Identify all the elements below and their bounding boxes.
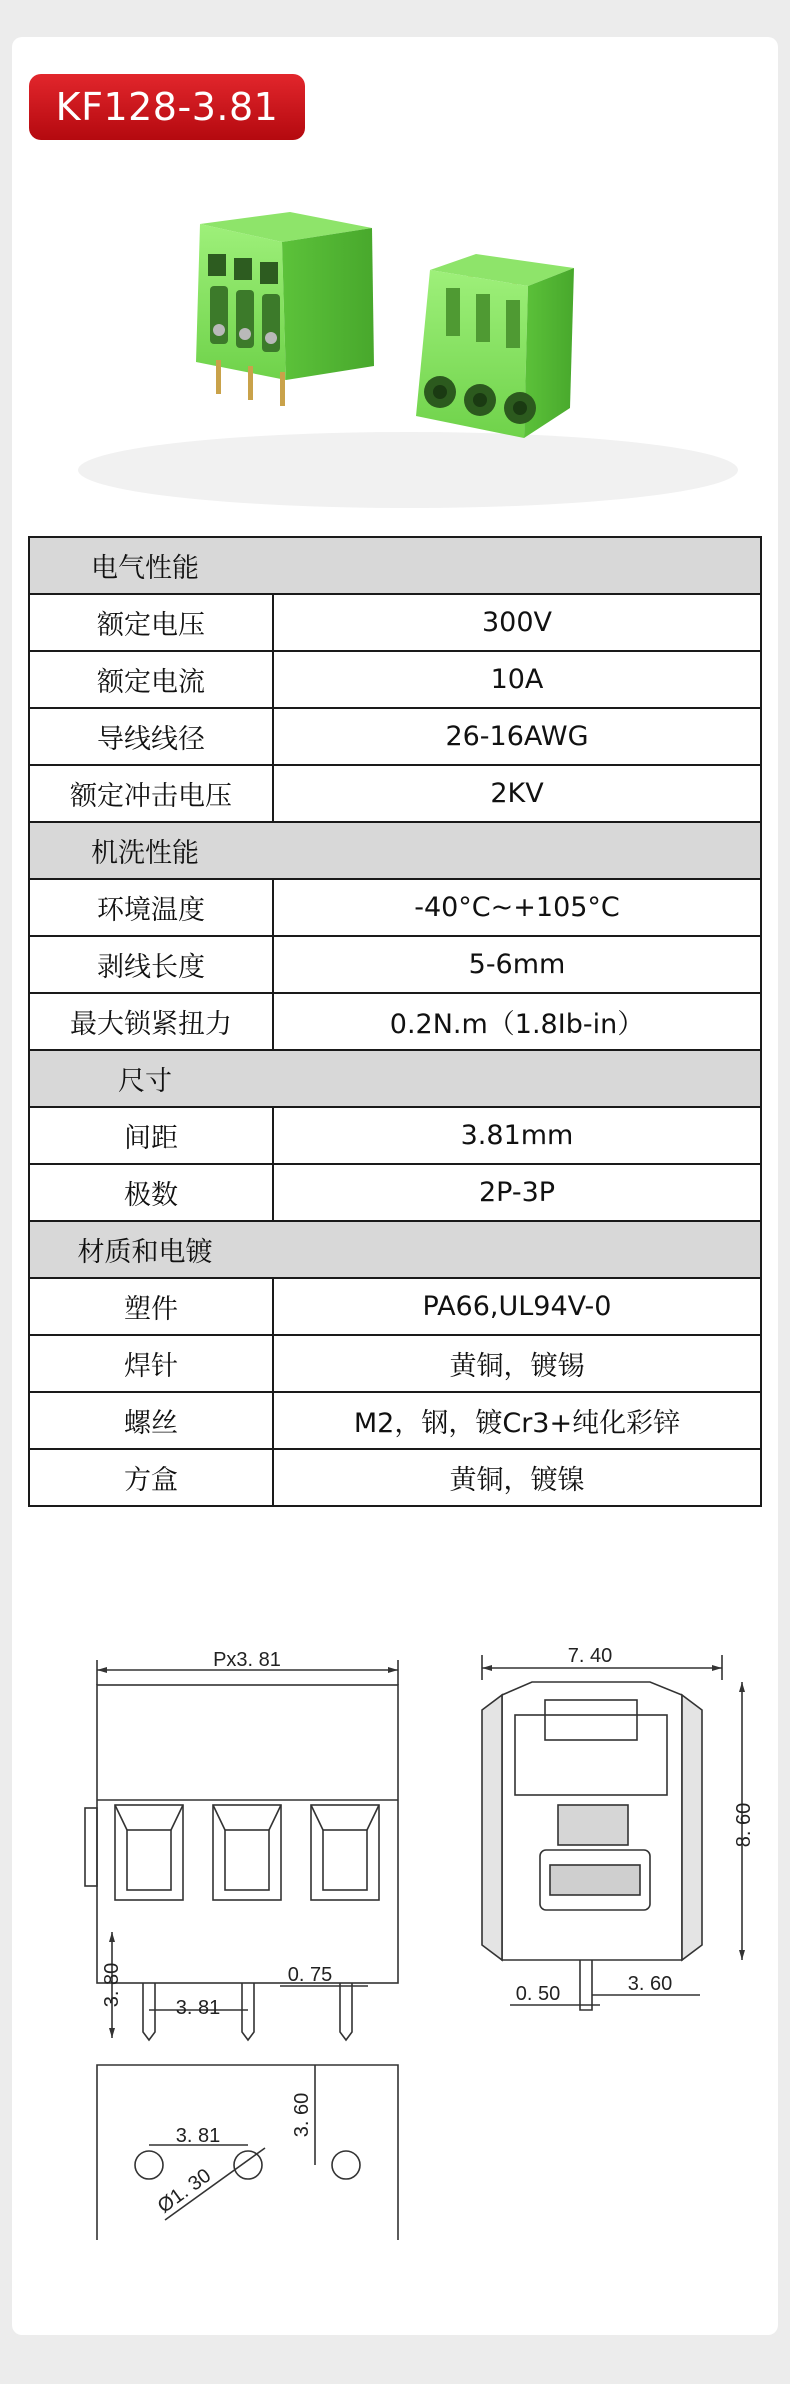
table-row: [29, 1164, 761, 1221]
spec-value: -40°C~+105°C: [273, 879, 761, 936]
side-view: [482, 1645, 755, 2010]
dim-hole-pitch: 3. 81: [175, 2125, 221, 2147]
table-row: [29, 651, 761, 708]
dim-pin-length: 3. 80: [101, 1962, 123, 2008]
table-row: [29, 879, 761, 936]
spec-label: 极数: [29, 1164, 273, 1221]
spec-value: 2P-3P: [273, 1164, 761, 1221]
table-row: [29, 1392, 761, 1449]
dim-pitch-label: Px3. 81: [213, 1649, 281, 1671]
spec-value: 26-16AWG: [273, 708, 761, 765]
section-materials: [29, 1221, 761, 1278]
dim-hole-diameter: Ø1. 30: [153, 2164, 216, 2218]
front-view: [85, 1649, 398, 2040]
section-title: 机洗性能: [91, 838, 199, 869]
table-row: [29, 708, 761, 765]
spec-value: 10A: [273, 651, 761, 708]
spec-label: 额定冲击电压: [29, 765, 273, 822]
spec-label: 剥线长度: [29, 936, 273, 993]
terminal-block-left: [196, 212, 374, 406]
spec-table: [28, 536, 762, 1507]
spec-label: 额定电压: [29, 594, 273, 651]
product-photo: [28, 170, 762, 530]
dim-pitch-bottom: 3. 81: [175, 1997, 221, 2019]
wire-entry-cells: [115, 1805, 379, 1900]
section-title: 材质和电镀: [77, 1237, 213, 1268]
table-row: [29, 1449, 761, 1506]
spec-label: 方盒: [29, 1449, 273, 1506]
spec-value: 300V: [273, 594, 761, 651]
spec-label: 间距: [29, 1107, 273, 1164]
spec-value: M2，钢，镀Cr3+纯化彩锌: [273, 1392, 761, 1449]
section-mechanical: [29, 822, 761, 879]
section-title: 尺寸: [118, 1066, 172, 1097]
spec-label: 导线线径: [29, 708, 273, 765]
spec-value: 黄铜，镀锡: [273, 1335, 761, 1392]
table-row: [29, 1107, 761, 1164]
model-badge: KF128-3.81: [29, 74, 305, 140]
table-row: [29, 1278, 761, 1335]
terminal-block-right: [416, 254, 574, 438]
table-row: [29, 936, 761, 993]
spec-label: 最大锁紧扭力: [29, 993, 273, 1050]
spec-value: 2KV: [273, 765, 761, 822]
spec-label: 螺丝: [29, 1392, 273, 1449]
spec-value: PA66,UL94V-0: [273, 1278, 761, 1335]
dim-side-pin-offset: 3. 60: [627, 1973, 673, 1995]
solder-pins: [143, 1983, 352, 2040]
dim-hole-offset: 3. 60: [291, 2092, 313, 2138]
spec-label: 焊针: [29, 1335, 273, 1392]
spec-value: 黄铜，镀镍: [273, 1449, 761, 1506]
spec-value: 5-6mm: [273, 936, 761, 993]
spec-label: 环境温度: [29, 879, 273, 936]
spec-label: 塑件: [29, 1278, 273, 1335]
spec-value: 0.2N.m（1.8Ib-in）: [273, 993, 761, 1050]
dim-side-width: 7. 40: [567, 1645, 613, 1667]
dim-side-height: 8. 60: [733, 1802, 755, 1848]
table-row: [29, 993, 761, 1050]
spec-value: 3.81mm: [273, 1107, 761, 1164]
section-title: 电气性能: [91, 553, 199, 584]
pcb-footprint: [97, 2065, 398, 2240]
table-row: [29, 765, 761, 822]
table-row: [29, 594, 761, 651]
table-row: [29, 1335, 761, 1392]
dim-side-pin-width: 0. 50: [515, 1983, 561, 2005]
section-electrical: [29, 537, 761, 594]
section-dimensions: [29, 1050, 761, 1107]
dimension-drawing: [70, 1640, 755, 2250]
spec-label: 额定电流: [29, 651, 273, 708]
dim-pin-width: 0. 75: [287, 1964, 333, 1986]
